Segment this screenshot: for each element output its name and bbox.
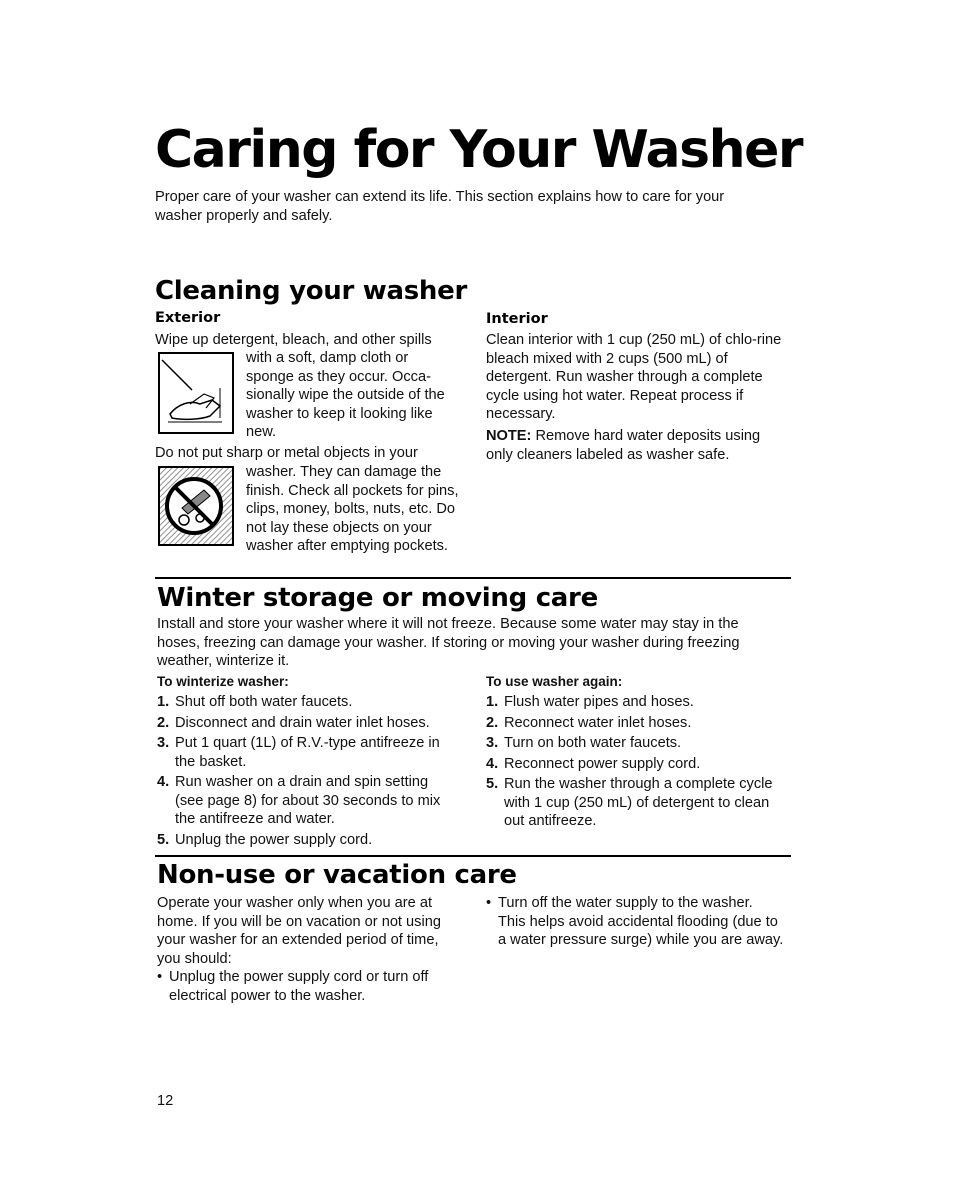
exterior-heading: Exterior [155, 310, 221, 326]
note-text: Remove hard water deposits using only cleaners labeled as washer safe. [486, 428, 761, 463]
nonuse-list-left [157, 968, 457, 1005]
section-divider [155, 577, 791, 579]
step-text: Flush water pipes and hoses. [504, 694, 694, 710]
step-number: 3. [157, 735, 170, 751]
step-number: 4. [486, 755, 499, 772]
exterior-para1-rest: with a soft, damp cloth or sponge as they occur. Occa-sionally wipe the outside of the washer to keep it looking like new. [246, 350, 445, 440]
step-text: Reconnect water inlet hoses. [504, 714, 692, 731]
step-text: Disconnect and drain water inlet hoses. [175, 714, 430, 731]
step-number: 5. [157, 831, 170, 848]
step-item [157, 734, 457, 771]
winter-heading: Winter storage or moving care [157, 583, 598, 613]
no-sharp-objects-icon [160, 468, 232, 544]
exterior-para1-lead: Wipe up detergent, bleach, and other spills [155, 332, 432, 348]
section-divider [155, 855, 791, 857]
intro-paragraph: Proper care of your washer can extend its life. This section explains how to care for your washer properly and safely. [155, 189, 725, 224]
cleaning-heading: Cleaning your washer [155, 276, 467, 306]
step-item [157, 773, 457, 829]
step-number: 3. [486, 735, 499, 751]
step-number: 2. [157, 714, 170, 731]
use-again-steps [486, 693, 786, 833]
use-again-heading: To use washer again: [486, 674, 623, 689]
nonuse-intro: Operate your washer only when you are at home. If you will be on vacation or not using your washer for an extended period of time, you should: [157, 895, 441, 967]
exterior-para2-rest: washer. They can damage the finish. Check all pockets for pins, clips, money, bolts, nuts, etc. Do not lay these objects on your washer after emptying pockets. [246, 464, 459, 554]
bullet-icon: • [486, 895, 492, 911]
interior-note [486, 427, 784, 464]
list-item [157, 968, 457, 1005]
nonuse-list-right [486, 894, 784, 950]
winter-intro: Install and store your washer where it will not freeze. Because some water may stay in the hoses, freezing can damage your washer. If storing or moving your washer during freezing weather, winterize it. [157, 616, 740, 669]
step-text: Run washer on a drain and spin setting (see page 8) for about 30 seconds to mix the antifreeze and water. [175, 774, 441, 827]
winterize-heading: To winterize washer: [157, 674, 289, 689]
step-item [157, 831, 457, 850]
step-item [486, 775, 786, 831]
step-number: 4. [157, 774, 170, 790]
list-item [486, 894, 784, 950]
winterize-steps [157, 693, 457, 851]
wiping-cloth-illustration [158, 352, 234, 434]
step-item [486, 693, 786, 712]
step-number: 1. [157, 694, 170, 710]
interior-heading: Interior [486, 311, 548, 327]
step-item [486, 755, 786, 774]
step-text: Run the washer through a complete cycle with 1 cup (250 mL) of detergent to clean out antifreeze. [504, 776, 773, 829]
step-text: Shut off both water faucets. [175, 694, 353, 710]
no-sharp-objects-illustration [158, 466, 234, 546]
exterior-para2-lead: Do not put sharp or metal objects in your [155, 445, 418, 461]
interior-text: Clean interior with 1 cup (250 mL) of chlo-rine bleach mixed with 2 cups (500 mL) of detergent. Run washer through a complete cycle using hot water. Repeat process if necessary. [486, 332, 782, 422]
step-text: Reconnect power supply cord. [504, 755, 701, 772]
page-number: 12 [157, 1093, 174, 1109]
step-item [157, 714, 457, 733]
note-label: NOTE: [486, 428, 532, 444]
page-title: Caring for Your Washer [155, 120, 803, 180]
bullet-text: Unplug the power supply cord or turn off electrical power to the washer. [169, 969, 429, 1004]
bullet-text: Turn off the water supply to the washer. This helps avoid accidental flooding (due to a water pressure surge) while you are away. [498, 895, 784, 948]
step-number: 5. [486, 776, 499, 792]
step-number: 1. [486, 694, 499, 710]
step-number: 2. [486, 714, 499, 731]
bullet-icon: • [157, 969, 163, 985]
step-item [486, 714, 786, 733]
nonuse-heading: Non-use or vacation care [157, 860, 517, 890]
step-text: Turn on both water faucets. [504, 735, 682, 751]
step-item [486, 734, 786, 753]
step-text: Unplug the power supply cord. [175, 831, 373, 848]
wiping-cloth-icon [160, 354, 232, 432]
step-item [157, 693, 457, 712]
step-text: Put 1 quart (1L) of R.V.-type antifreeze in the basket. [175, 735, 440, 770]
